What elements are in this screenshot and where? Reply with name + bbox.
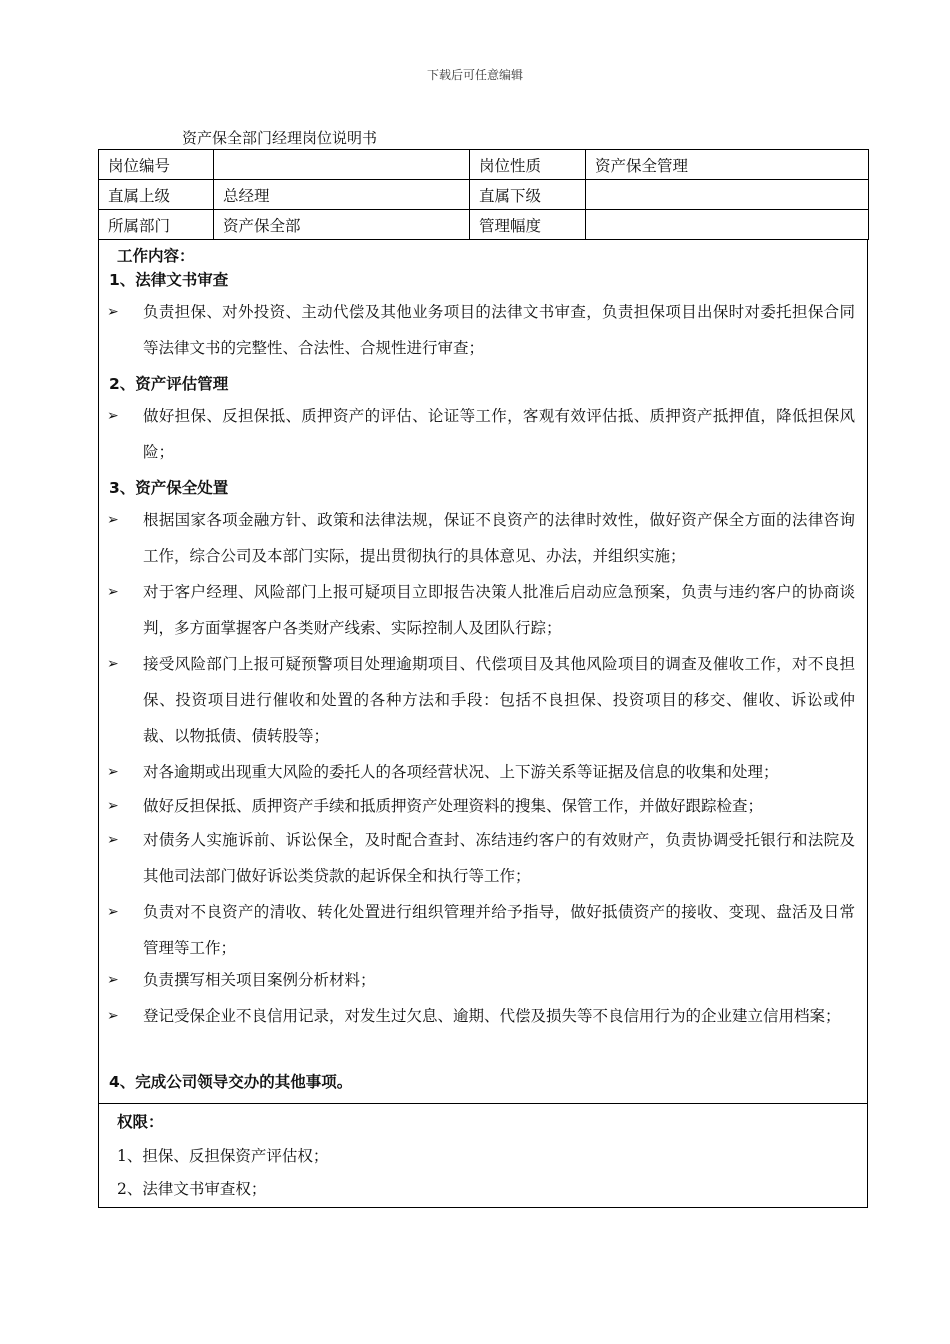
section-other-duties-title: 4、完成公司领导交办的其他事项。 [109,1073,353,1091]
list-item-text: 对于客户经理、风险部门上报可疑项目立即报告决策人批准后启动应急预案，负责与违约客户的协商谈判，多方面掌握客户各类财产线索、实际控制人及团队行踪； [143,583,855,637]
position-id-label: 岗位编号 [99,150,214,180]
arrow-bullet-icon: ➢ [107,904,119,920]
arrow-bullet-icon: ➢ [107,656,119,672]
arrow-bullet-icon: ➢ [107,764,119,780]
arrow-bullet-icon: ➢ [107,798,119,814]
table-row [99,150,869,180]
department-value: 资产保全部 [214,210,470,240]
authority-item: 1、担保、反担保资产评估权； [117,1147,329,1165]
list-item-text: 接受风险部门上报可疑预警项目处理逾期项目、代偿项目及其他风险项目的调查及催收工作，对不良担保、投资项目进行催收和处置的各种方法和手段：包括不良担保、投资项目的移交、催收、诉讼或仲裁、以物抵债、债转股等； [143,655,855,745]
superior-label: 直属上级 [99,180,214,210]
work-content-section [98,240,868,1104]
arrow-bullet-icon: ➢ [107,832,119,848]
arrow-bullet-icon: ➢ [107,304,119,320]
position-info-table [98,149,869,240]
position-type-value: 资产保全管理 [586,150,869,180]
job-description-form [98,149,868,1208]
subordinate-value [586,180,869,210]
authority-heading: 权限： [117,1113,164,1131]
arrow-bullet-icon: ➢ [107,1008,119,1024]
table-row [99,210,869,240]
list-item-text: 做好反担保抵、质押资产手续和抵质押资产处理资料的搜集、保管工作，并做好跟踪检查； [143,797,764,815]
department-label: 所属部门 [99,210,214,240]
section-legal-review-title: 1、法律文书审查 [109,271,229,289]
arrow-bullet-icon: ➢ [107,408,119,424]
section-asset-evaluation-title: 2、资产评估管理 [109,375,229,393]
management-span-label: 管理幅度 [470,210,586,240]
list-item-text: 对各逾期或出现重大风险的委托人的各项经营状况、上下游关系等证据及信息的收集和处理； [143,763,779,781]
authority-section [98,1104,868,1208]
document-title: 资产保全部门经理岗位说明书 [182,129,378,147]
position-type-label: 岗位性质 [470,150,586,180]
list-item-text: 负责对不良资产的清收、转化处置进行组织管理并给予指导，做好抵债资产的接收、变现、盘活及日常管理等工作； [143,903,855,957]
arrow-bullet-icon: ➢ [107,972,119,988]
list-item-text: 对债务人实施诉前、诉讼保全，及时配合查封、冻结违约客户的有效财产，负责协调受托银行和法院及其他司法部门做好诉讼类贷款的起诉保全和执行等工作； [143,831,855,885]
list-item-text: 登记受保企业不良信用记录，对发生过欠息、逾期、代偿及损失等不良信用行为的企业建立信用档案； [143,1007,841,1025]
list-item-text: 负责撰写相关项目案例分析材料； [143,971,376,989]
authority-item: 2、法律文书审查权； [117,1180,267,1198]
list-item-text: 负责担保、对外投资、主动代偿及其他业务项目的法律文书审查，负责担保项目出保时对委托担保合同等法律文书的完整性、合法性、合规性进行审查； [143,303,855,357]
list-item-text: 根据国家各项金融方针、政策和法律法规，保证不良资产的法律时效性，做好资产保全方面的法律咨询工作，综合公司及本部门实际，提出贯彻执行的具体意见、办法，并组织实施； [143,511,855,565]
arrow-bullet-icon: ➢ [107,512,119,528]
position-id-value [214,150,470,180]
work-content-heading: 工作内容： [117,247,195,265]
management-span-value [586,210,869,240]
arrow-bullet-icon: ➢ [107,584,119,600]
subordinate-label: 直属下级 [470,180,586,210]
list-item-text: 做好担保、反担保抵、质押资产的评估、论证等工作，客观有效评估抵、质押资产抵押值，降低担保风险； [143,407,855,461]
superior-value: 总经理 [214,180,470,210]
page-watermark: 下载后可任意编辑 [426,68,523,82]
table-row [99,180,869,210]
section-asset-preservation-title: 3、资产保全处置 [109,479,229,497]
